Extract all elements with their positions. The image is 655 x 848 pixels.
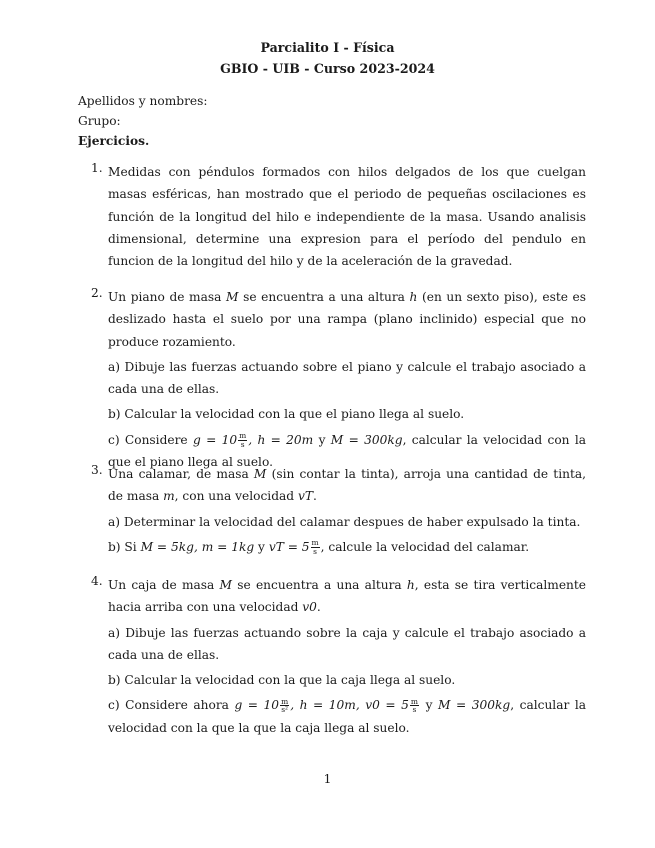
exercise-intro: Una calamar, de masa M (sin contar la tinta), arroja una cantidad de tinta, de masa m, con una velocidad vT. bbox=[108, 467, 586, 504]
exercise-part-a: a) Determinar la velocidad del calamar despues de haber expulsado la tinta. bbox=[108, 514, 581, 529]
names-label: Apellidos y nombres: bbox=[78, 94, 208, 108]
course-subtitle: GBIO - UIB - Curso 2023-2024 bbox=[220, 61, 435, 76]
exercise-intro: Un caja de masa M se encuentra a una altura h, esta se tira verticalmente hacia arriba con una velocidad v0. bbox=[108, 578, 587, 615]
exercise-number: 3. bbox=[91, 463, 103, 477]
exercise-intro: Un piano de masa M se encuentra a una altura h (en un sexto piso), este es deslizado hasta el suelo por una rampa (plano inclinido) especial que no produce rozamiento. bbox=[108, 290, 586, 349]
exercise-part-a: a) Dibuje las fuerzas actuando sobre la caja y calcule el trabajo asociado a cada una de ellas. bbox=[108, 625, 586, 662]
fraction-m-s: $\frac{m}{s}$ bbox=[311, 538, 319, 556]
page-title: Parcialito I - Física bbox=[260, 40, 395, 55]
exercise-part-c: c) Considere g = 10 $\frac{m}{s}$ , h = 20m y M = 300kg, calcular la velocidad con la que el piano llega al suelo. bbox=[108, 431, 587, 470]
exercise-part-b: b) Si M = 5kg, m = 1kg y vT = 5 $\frac{m}{s}$ , calcule la velocidad del calamar. bbox=[108, 538, 530, 556]
exercise-part-a: a) Dibuje las fuerzas actuando sobre el piano y calcule el trabajo asociado a cada una de ellas. bbox=[108, 359, 586, 397]
exercise-number: 1. bbox=[91, 161, 103, 175]
exercise-3 bbox=[91, 463, 586, 558]
page-number: 1 bbox=[323, 772, 332, 786]
fraction-m-s2: $\frac{m}{\text{s²}}$ bbox=[281, 696, 289, 715]
exercise-text: Medidas con péndulos formados con hilos delgados de los que cuelgan masas esféricas, han mostrado que el periodo de pequeñas oscilaciones es función de la longitud del hilo e independiente de la masa. Usando analisis dimensional, determine una expresion para el período del pendulo en funcion de la longitud del hilo y de la aceleración de la gravedad. bbox=[108, 165, 586, 269]
exercise-number: 2. bbox=[91, 286, 103, 300]
fraction-m-s: $\frac{m}{s}$ bbox=[410, 696, 419, 715]
exercise-2 bbox=[91, 286, 586, 473]
fraction-m-s: $\frac{m}{s}$ bbox=[239, 431, 247, 449]
group-label: Grupo: bbox=[78, 114, 121, 128]
exercise-part-b: b) Calcular la velocidad con la que el piano llega al suelo. bbox=[108, 407, 465, 422]
exercise-1 bbox=[91, 161, 586, 272]
exercise-part-c: c) Considere ahora g = 10 $\frac{m}{\text{s²}}$ , h = 10m, v0 = 5 $\frac{m}{s}$ y M = 300kg, calcular la velocidad con la que la que la caja llega al suelo. bbox=[108, 696, 587, 735]
exercise-4 bbox=[91, 574, 586, 739]
exercises-heading: Ejercicios. bbox=[78, 134, 150, 148]
exercise-number: 4. bbox=[91, 574, 103, 588]
exercise-part-b: b) Calcular la velocidad con la que la caja llega al suelo. bbox=[108, 673, 456, 688]
